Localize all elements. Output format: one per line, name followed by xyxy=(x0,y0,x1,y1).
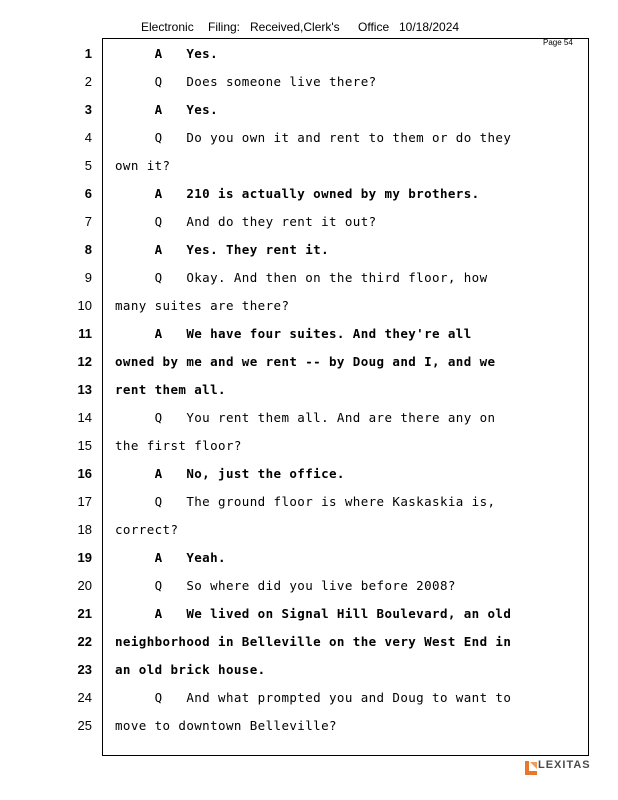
line-number: 7 xyxy=(84,214,92,229)
line-number: 6 xyxy=(84,186,92,201)
question-line: Q Do you own it and rent to them or do they xyxy=(115,130,512,145)
header-word: Filing: xyxy=(208,20,241,34)
answer-line: A Yeah. xyxy=(115,550,226,565)
question-line: Q And what prompted you and Doug to want to xyxy=(115,690,512,705)
question-line: Q And do they rent it out? xyxy=(115,214,377,229)
line-number: 16 xyxy=(77,466,92,481)
answer-line: an old brick house. xyxy=(115,662,266,677)
question-line: Q Okay. And then on the third floor, how xyxy=(115,270,488,285)
lexitas-logo-text: LEXITAS xyxy=(538,759,591,771)
answer-line: A 210 is actually owned by my brothers. xyxy=(115,186,480,201)
answer-line: A No, just the office. xyxy=(115,466,345,481)
question-line: Q The ground floor is where Kaskaskia is, xyxy=(115,494,496,509)
answer-line: A We have four suites. And they're all xyxy=(115,326,472,341)
line-number: 2 xyxy=(84,74,92,89)
line-number: 19 xyxy=(77,550,92,565)
header-word: Office xyxy=(358,20,390,34)
line-number: 25 xyxy=(77,718,92,733)
line-number: 13 xyxy=(77,382,92,397)
header-date: 10/18/2024 xyxy=(399,20,460,34)
line-number: 20 xyxy=(77,578,92,593)
line-number: 1 xyxy=(84,46,92,61)
line-number: 21 xyxy=(77,606,92,621)
question-line: correct? xyxy=(115,522,179,537)
header-word: Received,Clerk's xyxy=(250,20,340,34)
answer-line: neighborhood in Belleville on the very West End in xyxy=(115,634,512,649)
line-number: 18 xyxy=(77,522,92,537)
line-number: 15 xyxy=(77,438,92,453)
line-number: 22 xyxy=(77,634,92,649)
answer-line: A We lived on Signal Hill Boulevard, an old xyxy=(115,606,512,621)
header-word: Electronic xyxy=(141,20,194,34)
question-line: the first floor? xyxy=(115,438,242,453)
question-line: Q You rent them all. And are there any on xyxy=(115,410,496,425)
answer-line: A Yes. They rent it. xyxy=(115,242,329,257)
question-line: many suites are there? xyxy=(115,298,290,313)
answer-line: rent them all. xyxy=(115,382,226,397)
line-number: 4 xyxy=(84,130,92,145)
question-line: own it? xyxy=(115,158,171,173)
lexitas-logo-icon xyxy=(524,760,538,776)
question-line: move to downtown Belleville? xyxy=(115,718,337,733)
line-number: 8 xyxy=(84,242,92,257)
line-number: 5 xyxy=(84,158,92,173)
line-number: 14 xyxy=(77,410,92,425)
line-number: 9 xyxy=(84,270,92,285)
line-number: 10 xyxy=(77,298,92,313)
answer-line: A Yes. xyxy=(115,46,219,61)
line-number: 3 xyxy=(84,102,92,117)
answer-line: A Yes. xyxy=(115,102,219,117)
line-number: 17 xyxy=(77,494,92,509)
page-number: Page 54 xyxy=(543,38,573,47)
line-number: 24 xyxy=(77,690,92,705)
line-number: 12 xyxy=(77,354,92,369)
answer-line: owned by me and we rent -- by Doug and I, and we xyxy=(115,354,496,369)
line-number: 11 xyxy=(78,326,92,341)
line-number: 23 xyxy=(77,662,92,677)
lexitas-logo xyxy=(524,758,594,778)
question-line: Q Does someone live there? xyxy=(115,74,377,89)
question-line: Q So where did you live before 2008? xyxy=(115,578,456,593)
filing-header xyxy=(0,20,618,36)
